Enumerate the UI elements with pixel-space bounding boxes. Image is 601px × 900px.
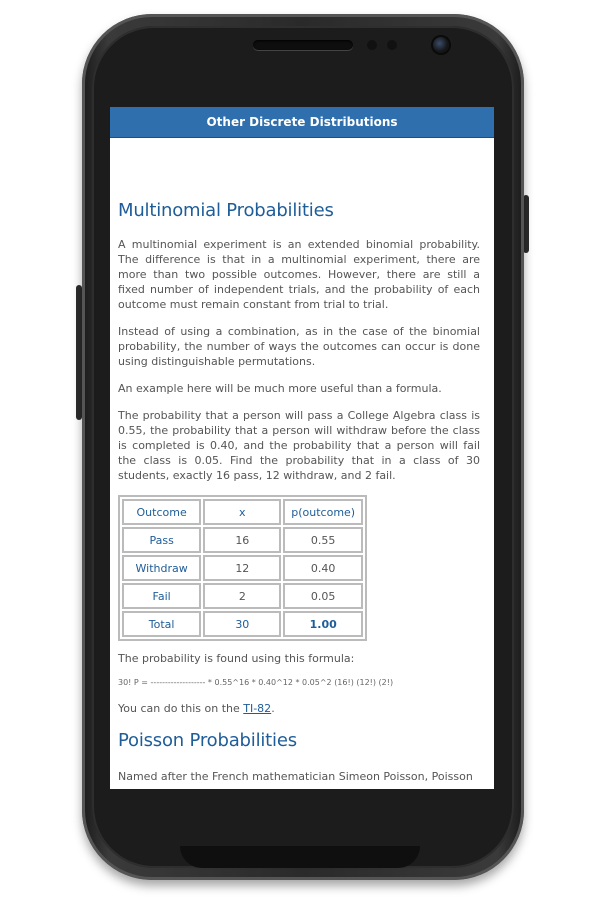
table-header-row	[122, 499, 363, 525]
table-cell: 16	[203, 527, 281, 553]
table-row	[122, 527, 363, 553]
paragraph-ti82	[118, 701, 480, 716]
probability-table	[118, 495, 367, 641]
paragraph: A multinomial experiment is an extended binomial probability. The difference is that in a multinomial experiment, there are more than two possible outcomes. However, there are still a fixed number of independent trials, and the probability of each outcome must remain constant from trial to trial.	[118, 238, 480, 311]
section-heading-poisson: Poisson Probabilities	[118, 730, 297, 751]
app-title: Other Discrete Distributions	[206, 115, 398, 129]
table-cell: 1.00	[283, 611, 363, 637]
table-cell: 30	[203, 611, 281, 637]
light-sensor	[387, 40, 397, 50]
proximity-sensor	[367, 40, 377, 50]
table-header: p(outcome)	[283, 499, 363, 525]
table-row	[122, 583, 363, 609]
paragraph: Instead of using a combination, as in the case of the binomial probability, the number of ways the outcomes can occur is done using distinguishable permutations.	[118, 325, 480, 368]
table-row	[122, 555, 363, 581]
table-cell: Fail	[122, 583, 201, 609]
table-header: x	[203, 499, 281, 525]
table-cell: 0.05	[283, 583, 363, 609]
phone-chin	[180, 846, 420, 868]
table-cell: 0.55	[283, 527, 363, 553]
paragraph: The probability that a person will pass a College Algebra class is 0.55, the probability that a person will withdraw before the class is completed is 0.40, and the probability that a person will fail the class is 0.05. Find the probability that in a class of 30 students, exactly 16 pass, 12 withdraw, and 2 fail.	[118, 409, 480, 482]
paragraph: An example here will be much more useful than a formula.	[118, 382, 442, 395]
table-cell: Pass	[122, 527, 201, 553]
table-cell: Withdraw	[122, 555, 201, 581]
table-header: Outcome	[122, 499, 201, 525]
section-heading-multinomial: Multinomial Probabilities	[118, 200, 334, 221]
ti82-link[interactable]: TI-82	[243, 702, 272, 715]
paragraph: The probability is found using this formula:	[118, 652, 355, 665]
front-camera-icon	[433, 37, 449, 53]
ti82-suffix: .	[271, 702, 275, 715]
earpiece-speaker	[253, 40, 353, 50]
phone-screen	[110, 107, 494, 789]
article-content[interactable]	[110, 200, 494, 784]
app-title-bar	[110, 107, 494, 138]
table-cell: 2	[203, 583, 281, 609]
paragraph: Named after the French mathematician Simeon Poisson, Poisson	[118, 770, 473, 783]
formula-text: 30! P = ------------------- * 0.55^16 * 0.40^12 * 0.05^2 (16!) (12!) (2!)	[118, 678, 394, 687]
table-total-row	[122, 611, 363, 637]
table-cell: 0.40	[283, 555, 363, 581]
table-cell: Total	[122, 611, 201, 637]
ti82-prefix: You can do this on the	[118, 702, 244, 715]
table-cell: 12	[203, 555, 281, 581]
